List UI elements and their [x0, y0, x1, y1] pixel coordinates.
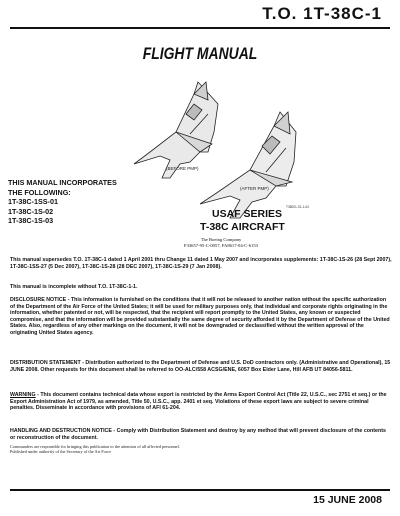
supplement-item: 1T-38C-1SS-01 — [8, 197, 58, 206]
handling-notice — [10, 428, 392, 441]
handling-body: - Comply with Distribution Statement and destroy by any method that will prevent disclosure of the contents or reconstruction of the document. — [10, 428, 386, 441]
top-rule — [10, 27, 390, 29]
company-block — [176, 237, 266, 249]
series-block — [200, 208, 285, 234]
supplement-item: 1T-38C-1S-03 — [8, 216, 54, 225]
aircraft-before-pmp — [134, 82, 218, 178]
incomplete-notice: This manual is incomplete without T.O. 1T-38C-1-1. — [10, 284, 138, 290]
company-name: The Boeing Company — [200, 237, 242, 242]
warning-notice — [10, 392, 392, 412]
distribution-body: - Distribution authorized to the Department of Defense and U.S. DoD contractors only. (Administrative and Operational), 15 JUNE 2008. Other requests for this document shall be referred to OO-ALC/558 ACSG/ENE, 6057 Box Elder Lane, Hill AFB UT 84056-5811. — [10, 360, 391, 373]
fine-print-line-1: Commanders are responsible for bringing this publication to the attention of all affected personnel. — [10, 444, 180, 449]
after-pmp-label: (AFTER PMP) — [240, 186, 269, 191]
supersedes-paragraph: This manual supersedes T.O. 1T-38C-1 dated 1 April 2001 thru Change 11 dated 1 May 2007 and incorporates supplements: 1T-38C-1S-26 (28 Sept 2007), 1T-38C-1SS-27 (5 Dec 2007), 1T-38C-1S-28 (28 DEC 2007), 1T-38C-1S-29 (7 Jan 2008). — [10, 257, 392, 270]
to-number: T.O. 1T-38C-1 — [262, 4, 382, 23]
incorporates-line-1: THIS MANUAL INCORPORATES — [8, 178, 117, 187]
incorporates-block — [8, 178, 117, 226]
warning-lead: WARNING — [10, 392, 36, 398]
handling-lead: HANDLING AND DESTRUCTION NOTICE — [10, 428, 112, 434]
supplement-item: 1T-38C-1S-02 — [8, 206, 54, 216]
disclosure-body: - This information is furnished on the conditions that it will not be released to another nation without the specific authorization of the Department of the Air Force of the United States; it will be used for military purposes only, that individual and corporate rights originating in the information, whether patented or not, will be respected, that the recipient will report promptly to the United States, any known or suspected compromise, and that the information will be provided substantially the same degree of security afforded it by the Department of Defense of the United States. Also, regardless of any other markings on the document, it will not be downgraded or declassified without the written approval of the originating United States agency. — [10, 297, 390, 336]
series-line-1: USAF SERIES — [212, 208, 283, 220]
fine-print-line-2: Published under authority of the Secretary of the Air Force — [10, 449, 112, 455]
incorporates-line-2: THE FOLLOWING: — [8, 187, 71, 197]
fine-print-block — [10, 444, 392, 454]
aircraft-illustration — [90, 74, 320, 224]
disclosure-notice — [10, 297, 392, 337]
page-title: FLIGHT MANUAL — [142, 44, 258, 63]
disclosure-lead: DISCLOSURE NOTICE — [10, 297, 67, 303]
contract-numbers: F33657-95-C-0057, FA8617-04-C-6153 — [184, 243, 258, 248]
before-pmp-label: (BEFORE PMP) — [166, 166, 199, 171]
warning-body: - This document contains technical data whose export is restricted by the Arms Export Control Act (Title 22, U.S.C., sec 2751 et seq.) or the Export Administration Act of 1979, as amended, Title 50, U.S.C., app. 2401 et seq. Violations of these export laws are subject to severe criminal penalties. Disseminate in accordance with provisions of AFI 61-204. — [10, 392, 387, 412]
publication-date: 15 JUNE 2008 — [313, 494, 382, 506]
bottom-rule — [10, 489, 390, 491]
distribution-statement — [10, 360, 392, 373]
series-line-2: T-38C AIRCRAFT — [200, 221, 285, 233]
figure-code: T38001-01-1-04 — [286, 205, 309, 209]
distribution-lead: DISTRIBUTION STATEMENT — [10, 360, 81, 366]
